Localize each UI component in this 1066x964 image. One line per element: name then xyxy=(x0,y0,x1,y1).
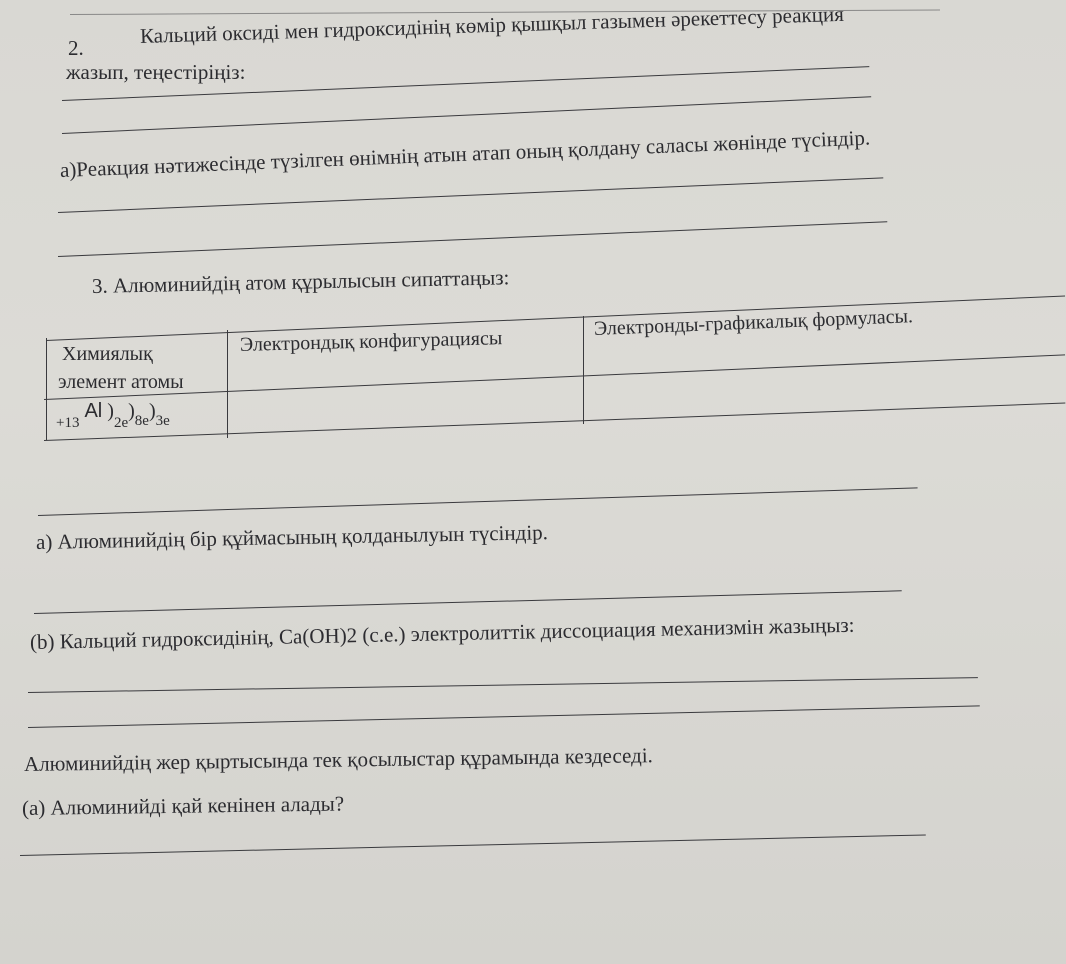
table-line xyxy=(46,338,47,440)
table-line xyxy=(583,316,584,424)
question-2-number: 2. xyxy=(68,36,84,60)
table-header-element-line1: Химиялық xyxy=(62,343,153,365)
element-symbol: Al xyxy=(84,400,103,422)
table-header-graphic-formula: Электронды-графикалық формуласы. xyxy=(593,305,914,340)
table-header-element-line2: элемент атомы xyxy=(58,371,184,393)
shell-1-electrons: 2e xyxy=(113,415,129,431)
table-line xyxy=(227,330,228,438)
nucleus-charge: +13 xyxy=(56,415,80,431)
electron-config-cell[interactable] xyxy=(232,392,577,432)
question-2-text-cont: жазып, теңестіріңіз: xyxy=(66,60,246,84)
question-3a-text: а) Алюминийдің бір құймасының қолданылуын түсіндір. xyxy=(35,520,549,554)
shell-arc: ) xyxy=(107,400,114,422)
question-2-text: Кальций оксиді мен гидроксидінің көмір қышқыл газымен әрекеттесу реакция xyxy=(139,1,845,48)
question-2a-text: а)Реакция нәтижесінде түзілген өнімнің атын атап оның қолдану саласы жөнінде түсіндір. xyxy=(59,125,871,182)
question-4a-text: (а) Алюминийді қай кенінен алады? xyxy=(21,791,345,820)
shell-2-electrons: 8e xyxy=(134,413,149,429)
shell-arc: ) xyxy=(128,400,135,422)
question-3b-text: (b) Кальций гидроксидінің, Ca(OH)2 (с.е.) электролиттік диссоциация механизмін жазыңыз: xyxy=(29,612,855,654)
table-header-config: Электрондық конфигурациясы xyxy=(239,327,503,356)
shell-arc: ) xyxy=(148,400,156,422)
shell-3-electrons: 3e xyxy=(155,413,170,429)
question-3-title: 3. Алюминийдің атом құрылысын сипаттаңыз: xyxy=(91,265,510,298)
electron-graphic-cell[interactable] xyxy=(588,380,1058,420)
question-4-intro: Алюминийдің жер қыртысында тек қосылыстар құрамында кездеседі. xyxy=(23,743,653,776)
aluminium-atom-scheme xyxy=(56,400,170,436)
